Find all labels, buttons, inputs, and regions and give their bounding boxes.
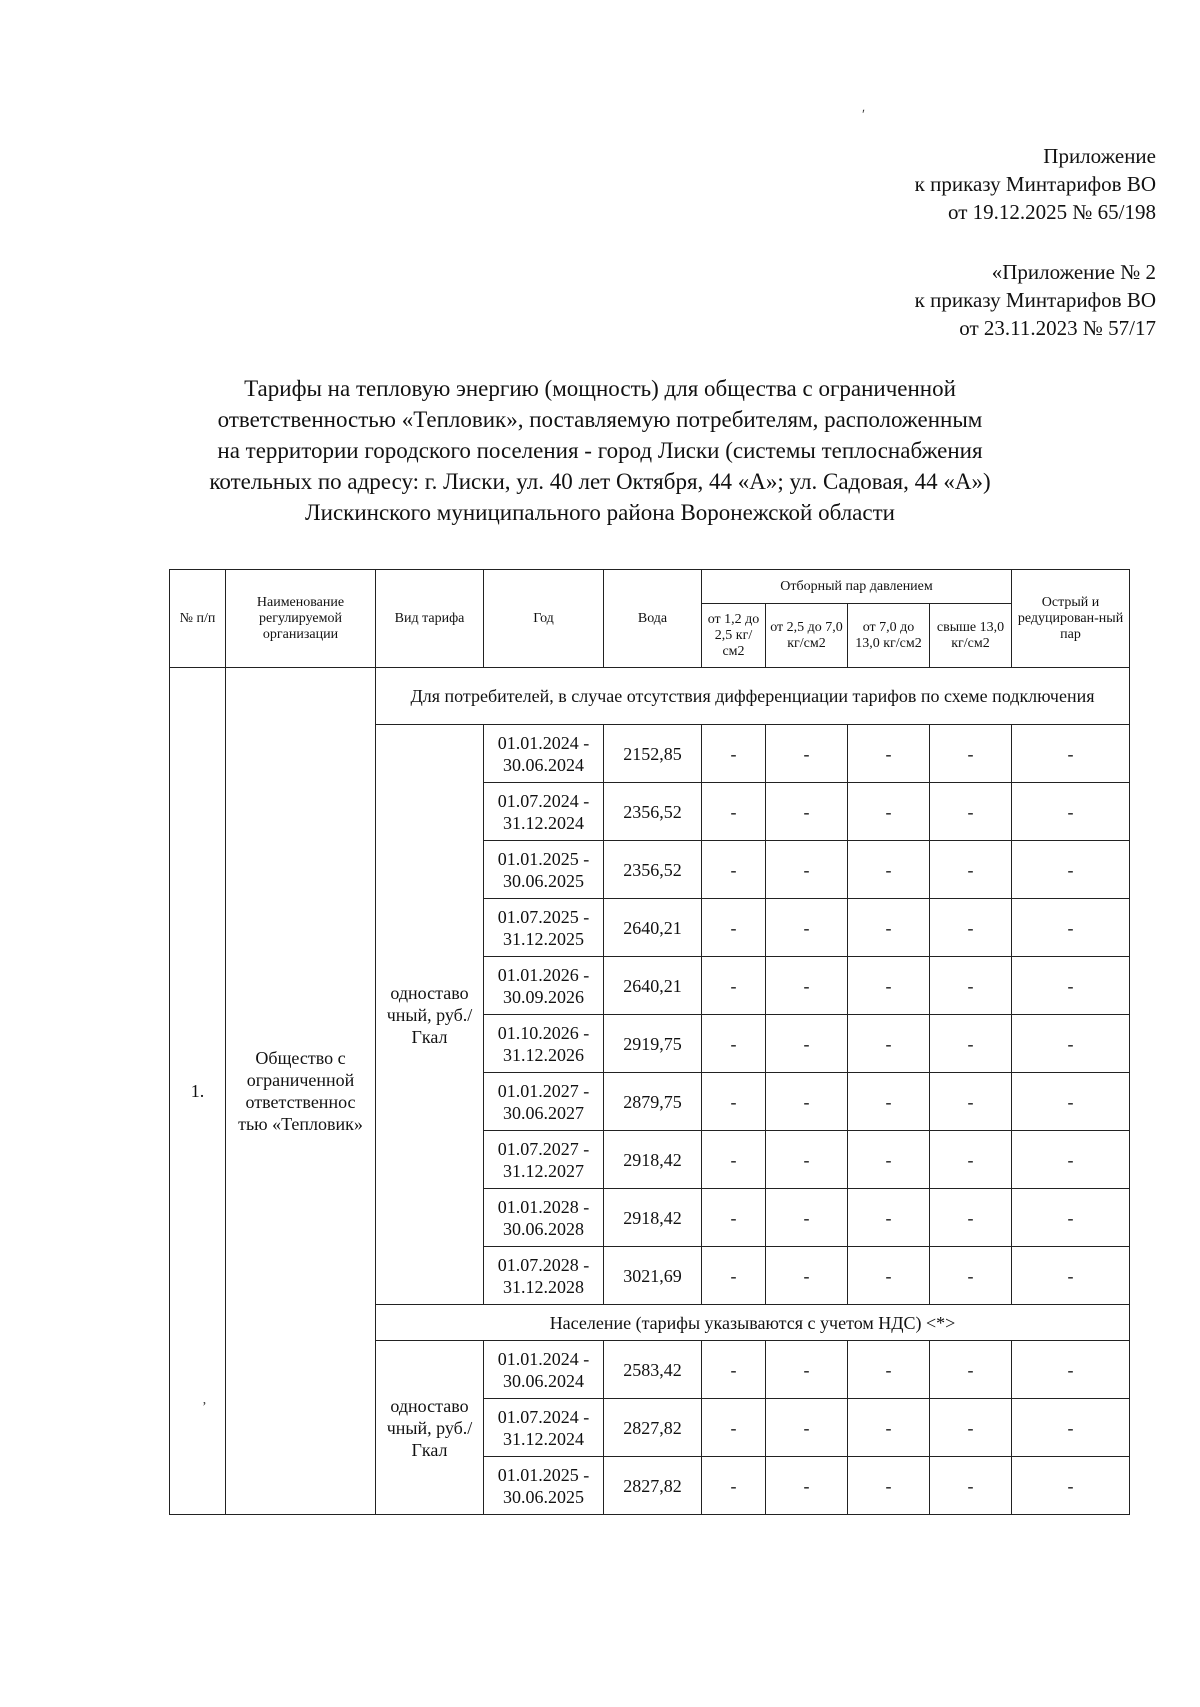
order-date: от 19.12.2025 № 65/198 bbox=[947, 200, 1156, 224]
water-tariff-cell: 2879,75 bbox=[604, 1073, 702, 1131]
dash-cell: - bbox=[848, 841, 930, 899]
period-cell: 01.01.2027 - 30.06.2027 bbox=[484, 1073, 604, 1131]
dash-cell: - bbox=[702, 1399, 766, 1457]
title-line: Лискинского муниципального района Воронежской области bbox=[305, 500, 895, 525]
water-tariff-cell: 2152,85 bbox=[604, 725, 702, 783]
appendix-label: Приложение bbox=[1043, 144, 1156, 168]
dash-cell: - bbox=[766, 1189, 848, 1247]
appendix-header-current bbox=[915, 142, 1156, 226]
water-tariff-cell: 2640,21 bbox=[604, 899, 702, 957]
dash-cell: - bbox=[702, 725, 766, 783]
dash-cell: - bbox=[848, 1247, 930, 1305]
dash-cell: - bbox=[1012, 1015, 1130, 1073]
header-steam-2: от 2,5 до 7,0 кг/см2 bbox=[766, 604, 848, 668]
dash-cell: - bbox=[930, 1131, 1012, 1189]
header-num: № п/п bbox=[170, 570, 226, 668]
appendix-label: «Приложение № 2 bbox=[991, 260, 1156, 284]
dash-cell: - bbox=[702, 1131, 766, 1189]
dash-cell: - bbox=[702, 1247, 766, 1305]
dash-cell: - bbox=[848, 725, 930, 783]
water-tariff-cell: 2918,42 bbox=[604, 1189, 702, 1247]
title-line: котельных по адресу: г. Лиски, ул. 40 лет Октября, 44 «А»; ул. Садовая, 44 «А») bbox=[209, 469, 991, 494]
dash-cell: - bbox=[702, 783, 766, 841]
dash-cell: - bbox=[930, 783, 1012, 841]
section-title: Население (тарифы указываются с учетом НДС) <*> bbox=[376, 1305, 1130, 1341]
dash-cell: - bbox=[766, 1073, 848, 1131]
dash-cell: - bbox=[1012, 783, 1130, 841]
period-cell: 01.07.2025 - 31.12.2025 bbox=[484, 899, 604, 957]
title-line: Тарифы на тепловую энергию (мощность) для общества с ограниченной bbox=[244, 376, 956, 401]
dash-cell: - bbox=[848, 1073, 930, 1131]
header-year: Год bbox=[484, 570, 604, 668]
tariff-table bbox=[169, 569, 1130, 1515]
dash-cell: - bbox=[930, 1399, 1012, 1457]
dash-cell: - bbox=[930, 1341, 1012, 1399]
water-tariff-cell: 2918,42 bbox=[604, 1131, 702, 1189]
water-tariff-cell: 2356,52 bbox=[604, 841, 702, 899]
dash-cell: - bbox=[1012, 957, 1130, 1015]
water-tariff-cell: 2919,75 bbox=[604, 1015, 702, 1073]
dash-cell: - bbox=[702, 1189, 766, 1247]
water-tariff-cell: 2356,52 bbox=[604, 783, 702, 841]
dash-cell: - bbox=[702, 1015, 766, 1073]
order-reference: к приказу Минтарифов ВО bbox=[914, 172, 1156, 196]
header-steam-4: свыше 13,0 кг/см2 bbox=[930, 604, 1012, 668]
period-cell: 01.07.2028 - 31.12.2028 bbox=[484, 1247, 604, 1305]
order-reference: к приказу Минтарифов ВО bbox=[914, 288, 1156, 312]
dash-cell: - bbox=[766, 725, 848, 783]
section-title: Для потребителей, в случае отсутствия дифференциации тарифов по схеме подключения bbox=[376, 668, 1130, 725]
header-steam-1: от 1,2 до 2,5 кг/см2 bbox=[702, 604, 766, 668]
dash-cell: - bbox=[930, 1015, 1012, 1073]
dash-cell: - bbox=[1012, 1131, 1130, 1189]
period-cell: 01.01.2025 - 30.06.2025 bbox=[484, 841, 604, 899]
tariff-table-body bbox=[170, 668, 1130, 1515]
dash-cell: - bbox=[1012, 1399, 1130, 1457]
dash-cell: - bbox=[930, 899, 1012, 957]
dash-cell: - bbox=[930, 957, 1012, 1015]
period-cell: 01.10.2026 - 31.12.2026 bbox=[484, 1015, 604, 1073]
scan-mark-left: ʼ bbox=[202, 1400, 207, 1415]
dash-cell: - bbox=[702, 957, 766, 1015]
period-cell: 01.07.2027 - 31.12.2027 bbox=[484, 1131, 604, 1189]
dash-cell: - bbox=[766, 1457, 848, 1515]
period-cell: 01.01.2024 - 30.06.2024 bbox=[484, 725, 604, 783]
dash-cell: - bbox=[702, 1073, 766, 1131]
dash-cell: - bbox=[766, 1399, 848, 1457]
dash-cell: - bbox=[1012, 725, 1130, 783]
water-tariff-cell: 2827,82 bbox=[604, 1457, 702, 1515]
header-water: Вода bbox=[604, 570, 702, 668]
appendix-header-original bbox=[915, 258, 1156, 342]
dash-cell: - bbox=[1012, 841, 1130, 899]
dash-cell: - bbox=[848, 1399, 930, 1457]
period-cell: 01.07.2024 - 31.12.2024 bbox=[484, 1399, 604, 1457]
dash-cell: - bbox=[848, 1341, 930, 1399]
dash-cell: - bbox=[702, 841, 766, 899]
document-title bbox=[0, 373, 1200, 528]
dash-cell: - bbox=[1012, 1073, 1130, 1131]
dash-cell: - bbox=[930, 1247, 1012, 1305]
row-number: 1. bbox=[170, 668, 226, 1515]
dash-cell: - bbox=[848, 899, 930, 957]
dash-cell: - bbox=[848, 1457, 930, 1515]
tariff-type: одноставо чный, руб./Гкал bbox=[376, 1341, 484, 1515]
header-organization: Наименование регулируемой организации bbox=[226, 570, 376, 668]
period-cell: 01.01.2024 - 30.06.2024 bbox=[484, 1341, 604, 1399]
dash-cell: - bbox=[766, 957, 848, 1015]
dash-cell: - bbox=[1012, 1341, 1130, 1399]
water-tariff-cell: 2640,21 bbox=[604, 957, 702, 1015]
header-sharp-steam: Острый и редуцирован-ный пар bbox=[1012, 570, 1130, 668]
dash-cell: - bbox=[930, 1457, 1012, 1515]
header-tariff-type: Вид тарифа bbox=[376, 570, 484, 668]
dash-cell: - bbox=[1012, 1247, 1130, 1305]
period-cell: 01.01.2026 - 30.09.2026 bbox=[484, 957, 604, 1015]
water-tariff-cell: 2583,42 bbox=[604, 1341, 702, 1399]
scan-mark-top: ʹ bbox=[862, 108, 866, 123]
title-line: на территории городского поселения - город Лиски (системы теплоснабжения bbox=[217, 438, 983, 463]
header-steam-3: от 7,0 до 13,0 кг/см2 bbox=[848, 604, 930, 668]
water-tariff-cell: 2827,82 bbox=[604, 1399, 702, 1457]
dash-cell: - bbox=[766, 1341, 848, 1399]
dash-cell: - bbox=[702, 1341, 766, 1399]
order-date: от 23.11.2023 № 57/17 bbox=[959, 316, 1156, 340]
dash-cell: - bbox=[766, 841, 848, 899]
organization-name: Общество с ограниченной ответственнос тью «Тепловик» bbox=[226, 668, 376, 1515]
dash-cell: - bbox=[766, 1015, 848, 1073]
dash-cell: - bbox=[848, 783, 930, 841]
title-line: ответственностью «Тепловик», поставляемую потребителям, расположенным bbox=[217, 407, 983, 432]
dash-cell: - bbox=[766, 1131, 848, 1189]
dash-cell: - bbox=[766, 783, 848, 841]
dash-cell: - bbox=[702, 899, 766, 957]
period-cell: 01.01.2028 - 30.06.2028 bbox=[484, 1189, 604, 1247]
dash-cell: - bbox=[930, 1189, 1012, 1247]
dash-cell: - bbox=[702, 1457, 766, 1515]
dash-cell: - bbox=[848, 1015, 930, 1073]
period-cell: 01.07.2024 - 31.12.2024 bbox=[484, 783, 604, 841]
dash-cell: - bbox=[930, 841, 1012, 899]
dash-cell: - bbox=[766, 1247, 848, 1305]
dash-cell: - bbox=[848, 1189, 930, 1247]
water-tariff-cell: 3021,69 bbox=[604, 1247, 702, 1305]
dash-cell: - bbox=[766, 899, 848, 957]
dash-cell: - bbox=[1012, 1189, 1130, 1247]
tariff-type: одноставо чный, руб./Гкал bbox=[376, 725, 484, 1305]
period-cell: 01.01.2025 - 30.06.2025 bbox=[484, 1457, 604, 1515]
dash-cell: - bbox=[930, 1073, 1012, 1131]
dash-cell: - bbox=[1012, 899, 1130, 957]
dash-cell: - bbox=[930, 725, 1012, 783]
dash-cell: - bbox=[1012, 1457, 1130, 1515]
header-steam-group: Отборный пар давлением bbox=[702, 570, 1012, 604]
section-title-row bbox=[170, 668, 1130, 725]
dash-cell: - bbox=[848, 957, 930, 1015]
dash-cell: - bbox=[848, 1131, 930, 1189]
